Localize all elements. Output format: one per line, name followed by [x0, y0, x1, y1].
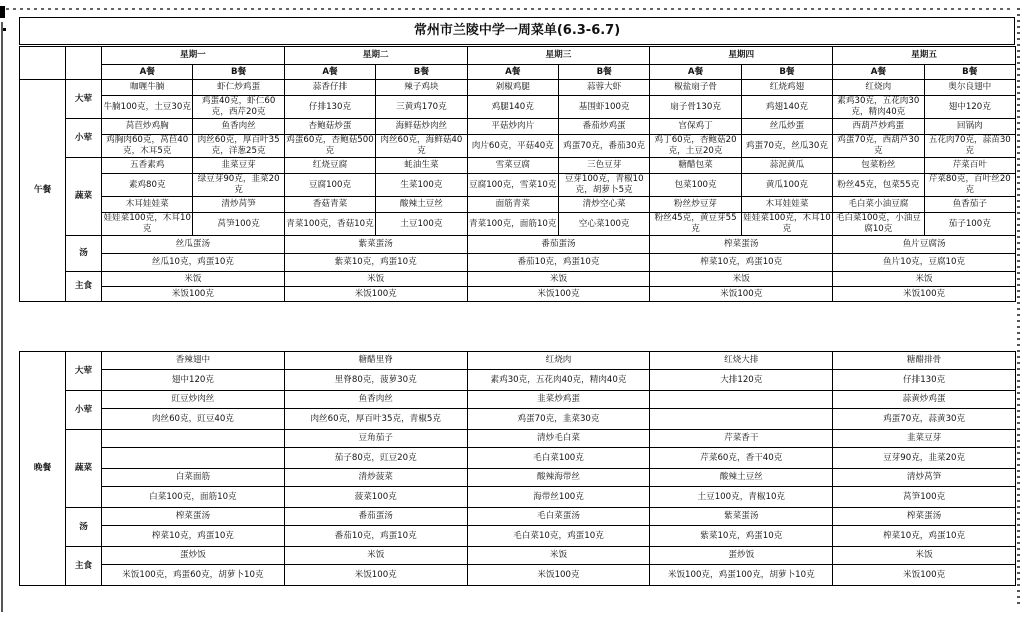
ingredients-b[interactable]: 肉丝60克，海鲜菇40克: [376, 135, 467, 158]
dish-b[interactable]: 蚝油生菜: [376, 158, 467, 174]
soup-ingredients[interactable]: 紫菜10克，鸡蛋10克: [284, 254, 467, 272]
dish-b[interactable]: 蒜蓉大虾: [558, 80, 649, 96]
dinner-dish[interactable]: 米饭: [833, 547, 1016, 565]
dish-a[interactable]: 平菇炒肉片: [467, 119, 558, 135]
set-a-header[interactable]: A餐: [102, 65, 193, 80]
dinner-dish[interactable]: 鱼香肉丝: [284, 391, 467, 409]
dinner-ingredients[interactable]: [650, 409, 833, 430]
set-a-header[interactable]: A餐: [284, 65, 375, 80]
dinner-dish[interactable]: 清炒毛白菜: [467, 430, 650, 448]
dinner-dish[interactable]: [650, 391, 833, 409]
page-break-right: [1017, 8, 1020, 608]
category-big[interactable]: 大荤: [66, 352, 102, 391]
dinner-ingredients[interactable]: 海带丝100克: [467, 487, 650, 508]
dish-a[interactable]: 蒜香仔排: [284, 80, 375, 96]
dinner-ingredients[interactable]: 莴笋100克: [833, 487, 1016, 508]
dinner-ingredients[interactable]: 米饭100克，鸡蛋60克，胡萝卜10克: [102, 565, 285, 586]
ingredients-a[interactable]: 青菜100克，面筋10克: [467, 213, 558, 236]
category-veg1[interactable]: 蔬菜: [66, 158, 102, 236]
dinner-ingredients[interactable]: 米饭100克: [284, 565, 467, 586]
dinner-dish[interactable]: 豆角茄子: [284, 430, 467, 448]
dinner-dish[interactable]: 酸辣土豆丝: [650, 469, 833, 487]
dinner-ingredients[interactable]: 豆芽90克，韭菜20克: [833, 448, 1016, 469]
ingredients-a[interactable]: 鸡蛋70克，西葫芦30克: [833, 135, 924, 158]
category-small[interactable]: 小荤: [66, 391, 102, 430]
dinner-ingredients[interactable]: 米饭100克，鸡蛋100克，胡萝卜10克: [650, 565, 833, 586]
set-b-header[interactable]: B餐: [741, 65, 832, 80]
dinner-ingredients[interactable]: 鸡蛋70克，韭菜30克: [467, 409, 650, 430]
dish-a[interactable]: 毛白菜小油豆腐: [833, 197, 924, 213]
ingredients-b[interactable]: 鸡蛋70克，番茄30克: [558, 135, 649, 158]
ingredients-b[interactable]: 土豆100克: [376, 213, 467, 236]
dinner-dish[interactable]: 米饭: [284, 547, 467, 565]
dinner-dish[interactable]: 蒜黄炒鸡蛋: [833, 391, 1016, 409]
dish-a[interactable]: 杏鲍菇炒蛋: [284, 119, 375, 135]
ingredients-b[interactable]: 空心菜100克: [558, 213, 649, 236]
set-a-header[interactable]: A餐: [833, 65, 924, 80]
ingredients-a[interactable]: 素鸡80克: [102, 174, 193, 197]
staple-dish[interactable]: 米饭: [102, 272, 285, 287]
dinner-dish[interactable]: 蛋炒饭: [102, 547, 285, 565]
staple-dish[interactable]: 米饭: [833, 272, 1016, 287]
category-soup[interactable]: 汤: [66, 508, 102, 547]
soup-ingredients[interactable]: 鱼片10克，豆腐10克: [833, 254, 1016, 272]
dish-a[interactable]: 咖喱牛腩: [102, 80, 193, 96]
dish-b[interactable]: 韭菜豆芽: [193, 158, 284, 174]
set-b-header[interactable]: B餐: [193, 65, 284, 80]
dinner-dish[interactable]: 榨菜蛋汤: [833, 508, 1016, 526]
ingredients-b[interactable]: 黄瓜100克: [741, 174, 832, 197]
ingredients-a[interactable]: 鸡胸肉60克，莴苣40克，木耳5克: [102, 135, 193, 158]
dish-b[interactable]: 芹菜百叶: [924, 158, 1015, 174]
page-marker-small: [3, 28, 6, 31]
dinner-dish[interactable]: 红烧肉: [467, 352, 650, 370]
dinner-ingredients[interactable]: 肉丝60克，厚百叶35克，青椒5克: [284, 409, 467, 430]
dish-a[interactable]: 包菜粉丝: [833, 158, 924, 174]
dinner-dish[interactable]: 清炒菠菜: [284, 469, 467, 487]
staple-ingredients[interactable]: 米饭100克: [467, 287, 650, 302]
ingredients-a[interactable]: 豆腐100克，雪菜10克: [467, 174, 558, 197]
staple-ingredients[interactable]: 米饭100克: [284, 287, 467, 302]
dish-a[interactable]: 红烧肉: [833, 80, 924, 96]
set-a-header[interactable]: A餐: [650, 65, 741, 80]
ingredients-a[interactable]: 肉片60克，平菇40克: [467, 135, 558, 158]
ingredients-b[interactable]: 绿豆芽90克，韭菜20克: [193, 174, 284, 197]
meal-label-dinner[interactable]: 晚餐: [20, 352, 66, 586]
dish-b[interactable]: 清炒空心菜: [558, 197, 649, 213]
dinner-table: [19, 351, 1016, 586]
category-soup[interactable]: 汤: [66, 236, 102, 272]
day-header[interactable]: 星期三: [467, 47, 650, 65]
dish-a[interactable]: 椒盐扇子骨: [650, 80, 741, 96]
dish-b[interactable]: 海鲜菇炒肉丝: [376, 119, 467, 135]
staple-dish[interactable]: 米饭: [650, 272, 833, 287]
staple-dish[interactable]: 米饭: [284, 272, 467, 287]
dinner-ingredients[interactable]: 米饭100克: [467, 565, 650, 586]
ingredients-b[interactable]: 翅中120克: [924, 96, 1015, 119]
day-header[interactable]: 星期一: [102, 47, 285, 65]
ingredients-a[interactable]: 扇子骨130克: [650, 96, 741, 119]
ingredients-b[interactable]: 五花肉70克，蒜苗30克: [924, 135, 1015, 158]
dish-a[interactable]: 莴苣炒鸡胸: [102, 119, 193, 135]
dish-b[interactable]: 蒜泥黄瓜: [741, 158, 832, 174]
day-header[interactable]: 星期二: [284, 47, 467, 65]
dish-b[interactable]: 酸辣土豆丝: [376, 197, 467, 213]
dinner-dish[interactable]: 芹菜香干: [650, 430, 833, 448]
dish-a[interactable]: 五香素鸡: [102, 158, 193, 174]
dish-a[interactable]: 红烧豆腐: [284, 158, 375, 174]
dinner-ingredients[interactable]: 紫菜10克，鸡蛋10克: [650, 526, 833, 547]
menu-title[interactable]: 常州市兰陵中学一周菜单(6.3-6.7): [19, 17, 1015, 45]
dish-b[interactable]: 回锅肉: [924, 119, 1015, 135]
dish-b[interactable]: 丝瓜炒蛋: [741, 119, 832, 135]
corner-cell-2[interactable]: [66, 47, 102, 80]
dinner-dish[interactable]: 韭菜炒鸡蛋: [467, 391, 650, 409]
staple-ingredients[interactable]: 米饭100克: [833, 287, 1016, 302]
dish-b[interactable]: 三色豆芽: [558, 158, 649, 174]
dinner-ingredients[interactable]: 肉丝60克，豇豆40克: [102, 409, 285, 430]
soup-dish[interactable]: 丝瓜蛋汤: [102, 236, 285, 254]
dish-b[interactable]: 鱼香茄子: [924, 197, 1015, 213]
ingredients-b[interactable]: 基围虾100克: [558, 96, 649, 119]
dinner-ingredients[interactable]: 素鸡30克，五花肉40克，精肉40克: [467, 370, 650, 391]
ingredients-a[interactable]: 粉丝45克，黄豆芽55克: [650, 213, 741, 236]
soup-ingredients[interactable]: 番茄10克，鸡蛋10克: [467, 254, 650, 272]
dinner-dish[interactable]: 红烧大排: [650, 352, 833, 370]
ingredients-a[interactable]: 鸡腿140克: [467, 96, 558, 119]
lunch-table: [19, 46, 1016, 302]
staple-ingredients[interactable]: 米饭100克: [650, 287, 833, 302]
ingredients-a[interactable]: 包菜100克: [650, 174, 741, 197]
ingredients-a[interactable]: 娃娃菜100克，木耳10克: [103, 213, 191, 234]
dinner-dish[interactable]: 紫菜蛋汤: [650, 508, 833, 526]
dish-a[interactable]: 香菇青菜: [284, 197, 375, 213]
day-header[interactable]: 星期四: [650, 47, 833, 65]
set-a-header[interactable]: A餐: [467, 65, 558, 80]
dinner-ingredients[interactable]: 毛白菜10克，鸡蛋10克: [467, 526, 650, 547]
dinner-dish[interactable]: 豇豆炒肉丝: [102, 391, 285, 409]
soup-dish[interactable]: 榨菜蛋汤: [650, 236, 833, 254]
dish-a[interactable]: 西葫芦炒鸡蛋: [833, 119, 924, 135]
dinner-dish[interactable]: 香辣翅中: [102, 352, 285, 370]
soup-dish[interactable]: 番茄蛋汤: [467, 236, 650, 254]
day-header[interactable]: 星期五: [833, 47, 1016, 65]
page-edge-line: [1, 22, 3, 612]
dinner-ingredients[interactable]: 土豆100克，青椒10克: [650, 487, 833, 508]
dinner-ingredients[interactable]: [102, 448, 285, 469]
dinner-ingredients[interactable]: 白菜100克，面筋10克: [102, 487, 285, 508]
dish-a[interactable]: 糖醋包菜: [650, 158, 741, 174]
corner-cell[interactable]: [20, 47, 66, 80]
meal-label-lunch[interactable]: 午餐: [20, 80, 66, 302]
category-small[interactable]: 小荤: [66, 119, 102, 158]
ingredients-b[interactable]: 肉丝60克，厚百叶35克，洋葱25克: [193, 135, 284, 158]
dinner-ingredients[interactable]: 番茄10克，鸡蛋10克: [284, 526, 467, 547]
dinner-dish[interactable]: 米饭: [467, 547, 650, 565]
dish-b[interactable]: 红烧鸡翅: [741, 80, 832, 96]
dish-a[interactable]: 粉丝炒豆芽: [650, 197, 741, 213]
dinner-ingredients[interactable]: 大排120克: [650, 370, 833, 391]
dish-b[interactable]: 奥尔良翅中: [924, 80, 1015, 96]
dinner-ingredients[interactable]: 里脊80克，菠萝30克: [284, 370, 467, 391]
dinner-dish[interactable]: 蛋炒饭: [650, 547, 833, 565]
category-staple[interactable]: 主食: [66, 547, 102, 586]
ingredients-b[interactable]: 鸡蛋40克，虾仁60克，西芹20克: [193, 96, 284, 119]
category-staple[interactable]: 主食: [66, 272, 102, 302]
ingredients-b[interactable]: 生菜100克: [376, 174, 467, 197]
ingredients-b[interactable]: 莴笋100克: [193, 213, 284, 236]
ingredients-a[interactable]: 毛白菜100克，小油豆腐10克: [833, 213, 924, 236]
ingredients-a[interactable]: 素鸡30克，五花肉30克，精肉40克: [833, 96, 924, 119]
dish-b[interactable]: 木耳娃娃菜: [741, 197, 832, 213]
staple-ingredients[interactable]: 米饭100克: [102, 287, 285, 302]
ingredients-b[interactable]: 茄子100克: [924, 213, 1015, 236]
dinner-ingredients[interactable]: 菠菜100克: [284, 487, 467, 508]
staple-dish[interactable]: 米饭: [467, 272, 650, 287]
category-big[interactable]: 大荤: [66, 80, 102, 119]
soup-ingredients[interactable]: 榨菜10克，鸡蛋10克: [650, 254, 833, 272]
ingredients-b[interactable]: 芹菜80克，百叶丝20克: [924, 174, 1015, 197]
dish-a[interactable]: 宫保鸡丁: [650, 119, 741, 135]
dinner-dish[interactable]: [102, 430, 285, 448]
ingredients-a[interactable]: 青菜100克，香菇10克: [284, 213, 375, 236]
soup-dish[interactable]: 紫菜蛋汤: [284, 236, 467, 254]
category-veg1[interactable]: 蔬菜: [66, 430, 102, 508]
dish-a[interactable]: 面筋青菜: [467, 197, 558, 213]
dish-b[interactable]: 鱼香肉丝: [193, 119, 284, 135]
dish-b[interactable]: 辣子鸡块: [376, 80, 467, 96]
dinner-dish[interactable]: 韭菜豆芽: [833, 430, 1016, 448]
dinner-ingredients[interactable]: 毛白菜100克: [467, 448, 650, 469]
ingredients-a[interactable]: 仔排130克: [284, 96, 375, 119]
dinner-ingredients[interactable]: 榨菜10克，鸡蛋10克: [102, 526, 285, 547]
set-b-header[interactable]: B餐: [558, 65, 649, 80]
dinner-dish[interactable]: 糖醋排骨: [833, 352, 1016, 370]
dinner-ingredients[interactable]: 榨菜10克，鸡蛋10克: [833, 526, 1016, 547]
dinner-ingredients[interactable]: 鸡蛋70克，蒜黄30克: [833, 409, 1016, 430]
set-b-header[interactable]: B餐: [924, 65, 1015, 80]
ingredients-b[interactable]: 鸡翅140克: [741, 96, 832, 119]
ingredients-a[interactable]: 牛腩100克，土豆30克: [102, 96, 193, 119]
dish-a[interactable]: 木耳娃娃菜: [102, 197, 193, 213]
ingredients-b[interactable]: 娃娃菜100克，木耳10克: [743, 213, 831, 234]
dish-b[interactable]: 番茄炒鸡蛋: [558, 119, 649, 135]
set-b-header[interactable]: B餐: [376, 65, 467, 80]
ingredients-a[interactable]: 鸡蛋60克，杏鲍菇500克: [286, 135, 374, 156]
dinner-dish[interactable]: 糖醋里脊: [284, 352, 467, 370]
dinner-ingredients[interactable]: 茄子80克，豇豆20克: [284, 448, 467, 469]
dinner-ingredients[interactable]: 仔排130克: [833, 370, 1016, 391]
dinner-dish[interactable]: 榨菜蛋汤: [102, 508, 285, 526]
dinner-dish[interactable]: 毛白菜蛋汤: [467, 508, 650, 526]
dinner-dish[interactable]: 番茄蛋汤: [284, 508, 467, 526]
dish-a[interactable]: 剁椒鸡腿: [467, 80, 558, 96]
ingredients-a[interactable]: 粉丝45克，包菜55克: [833, 174, 924, 197]
dish-b[interactable]: 虾仁炒鸡蛋: [193, 80, 284, 96]
ingredients-a[interactable]: 鸡丁60克，杏鲍菇20克，土豆20克: [650, 135, 741, 158]
dish-b[interactable]: 清炒莴笋: [193, 197, 284, 213]
soup-ingredients[interactable]: 丝瓜10克，鸡蛋10克: [102, 254, 285, 272]
dinner-dish[interactable]: 酸辣海带丝: [467, 469, 650, 487]
dinner-ingredients[interactable]: 翅中120克: [102, 370, 285, 391]
ingredients-b[interactable]: 豆芽100克，青椒10克，胡萝卜5克: [558, 174, 649, 197]
dinner-dish[interactable]: 白菜面筋: [102, 469, 285, 487]
dinner-ingredients[interactable]: 芹菜60克，香干40克: [650, 448, 833, 469]
page-marker: [0, 6, 5, 18]
ingredients-b[interactable]: 鸡蛋70克，丝瓜30克: [741, 135, 832, 158]
page-break-top: [6, 8, 1014, 10]
ingredients-b[interactable]: 三黄鸡170克: [376, 96, 467, 119]
dinner-ingredients[interactable]: 米饭100克: [833, 565, 1016, 586]
soup-dish[interactable]: 鱼片豆腐汤: [833, 236, 1016, 254]
dish-a[interactable]: 雪菜豆腐: [467, 158, 558, 174]
ingredients-a[interactable]: 豆腐100克: [284, 174, 375, 197]
dinner-dish[interactable]: 清炒莴笋: [833, 469, 1016, 487]
